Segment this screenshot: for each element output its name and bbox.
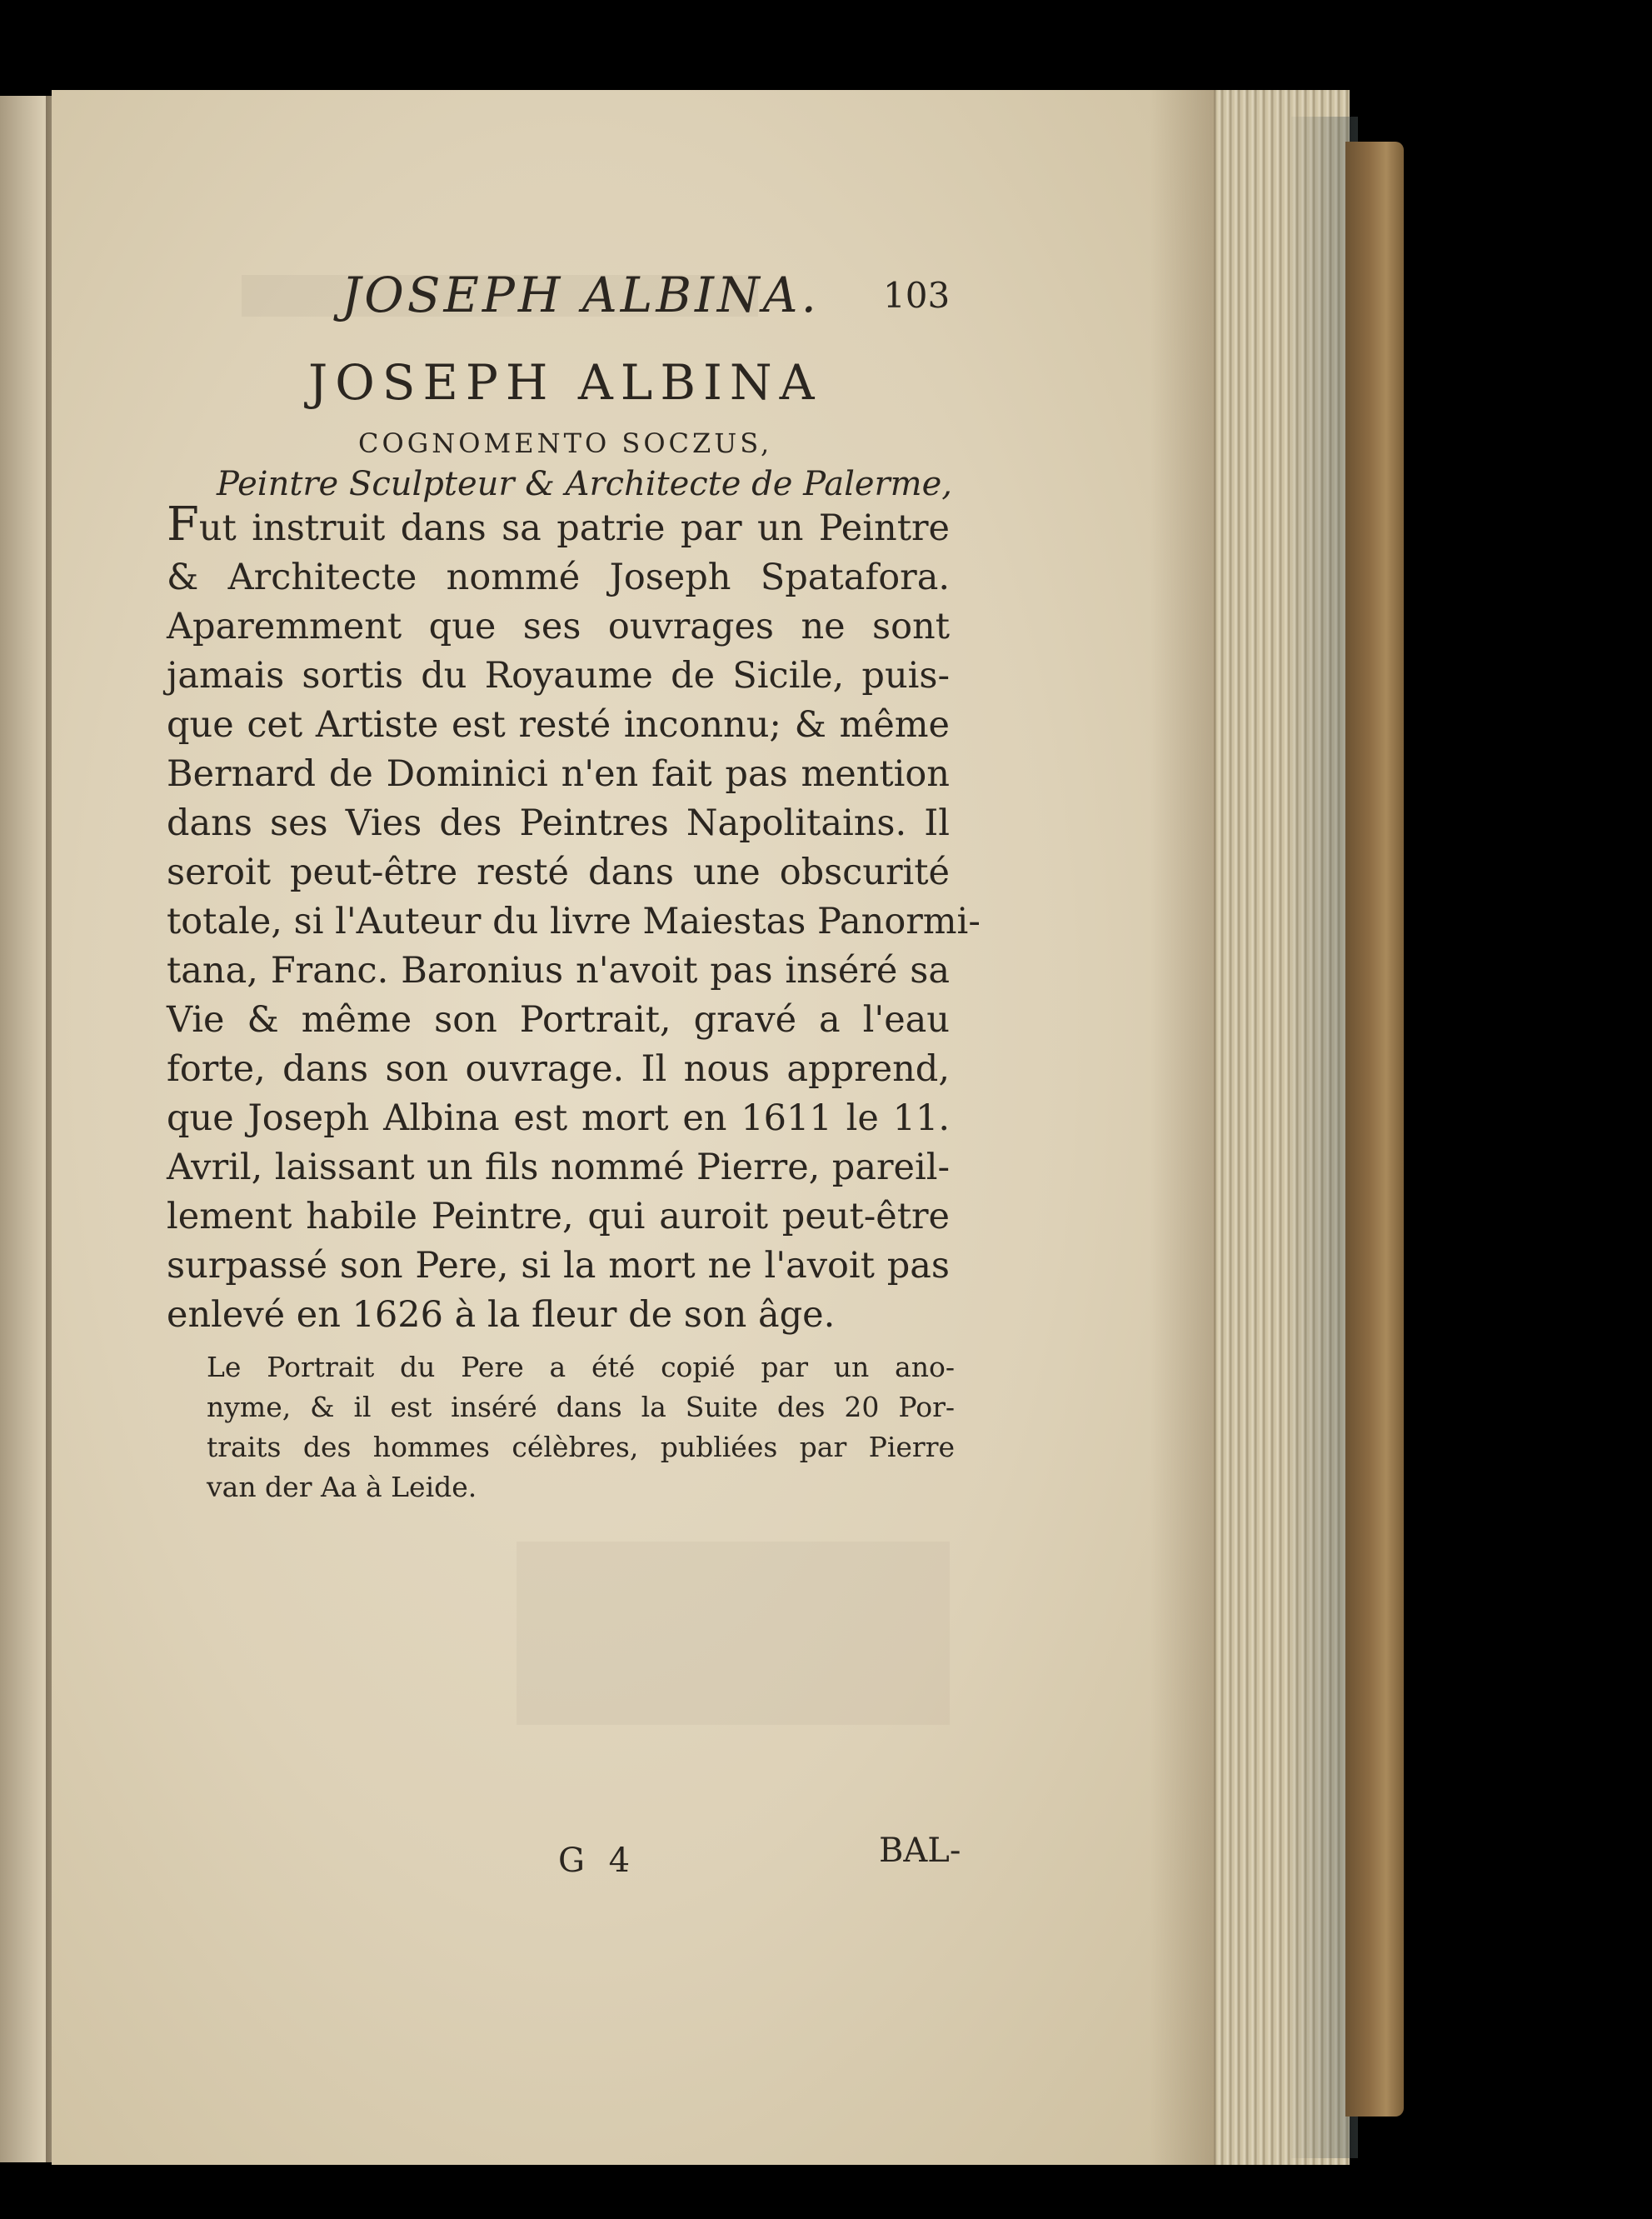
catchword: BAL- (879, 1832, 961, 1870)
body-line: lement habile Peintre, qui auroit peut-être (167, 1196, 950, 1237)
body-line: que cet Artiste est resté inconnu; & même (167, 704, 950, 746)
entry-role: Peintre Sculpteur & Architecte de Palerme, (217, 465, 952, 503)
body-line: Fut instruit dans sa patrie par un Peintre (167, 497, 950, 552)
entry-subtitle: COGNOMENTO SOCZUS, (358, 427, 773, 459)
body-line: dans ses Vies des Peintres Napolitains. Il (167, 802, 950, 844)
body-line: enlevé en 1626 à la fleur de son âge. (167, 1294, 836, 1336)
book-cover-board (1345, 142, 1404, 2117)
body-line: Aparemment que ses ouvrages ne sont (167, 606, 950, 647)
body-line: seroit peut-être resté dans une obscurité (167, 852, 950, 893)
note-line: traits des hommes célèbres, publiées par Pierre (207, 1431, 955, 1463)
note-line: van der Aa à Leide. (207, 1471, 477, 1503)
page-number: 103 (883, 275, 951, 316)
body-line: Avril, laissant un fils nommé Pierre, pareil- (167, 1147, 950, 1188)
running-head: JOSEPH ALBINA. (342, 267, 820, 323)
note-line: nyme, & il est inséré dans la Suite des 20 Por- (207, 1391, 955, 1423)
entry-title: JOSEPH ALBINA (308, 354, 822, 411)
signature-mark: G 4 (558, 1842, 637, 1880)
body-line: tana, Franc. Baronius n'avoit pas inséré sa (167, 950, 950, 992)
page-curl-shadow (1150, 90, 1216, 2165)
biography-paragraph (167, 497, 981, 1340)
portrait-note (207, 1347, 955, 1507)
body-line: Bernard de Dominici n'en fait pas mention (167, 753, 950, 795)
body-line: forte, dans son ouvrage. Il nous apprend, (167, 1048, 950, 1090)
body-line: & Architecte nommé Joseph Spatafora. (167, 557, 950, 598)
note-line: Le Portrait du Pere a été copié par un ano- (207, 1351, 955, 1383)
body-line: que Joseph Albina est mort en 1611 le 11. (167, 1097, 950, 1139)
body-line: jamais sortis du Royaume de Sicile, puis- (167, 655, 950, 697)
show-through-block (517, 1542, 950, 1725)
body-line: totale, si l'Auteur du livre Maiestas Panormi- (167, 901, 981, 942)
body-line: Vie & même son Portrait, gravé a l'eau (167, 999, 950, 1041)
body-line: surpassé son Pere, si la mort ne l'avoit pas (167, 1245, 950, 1287)
